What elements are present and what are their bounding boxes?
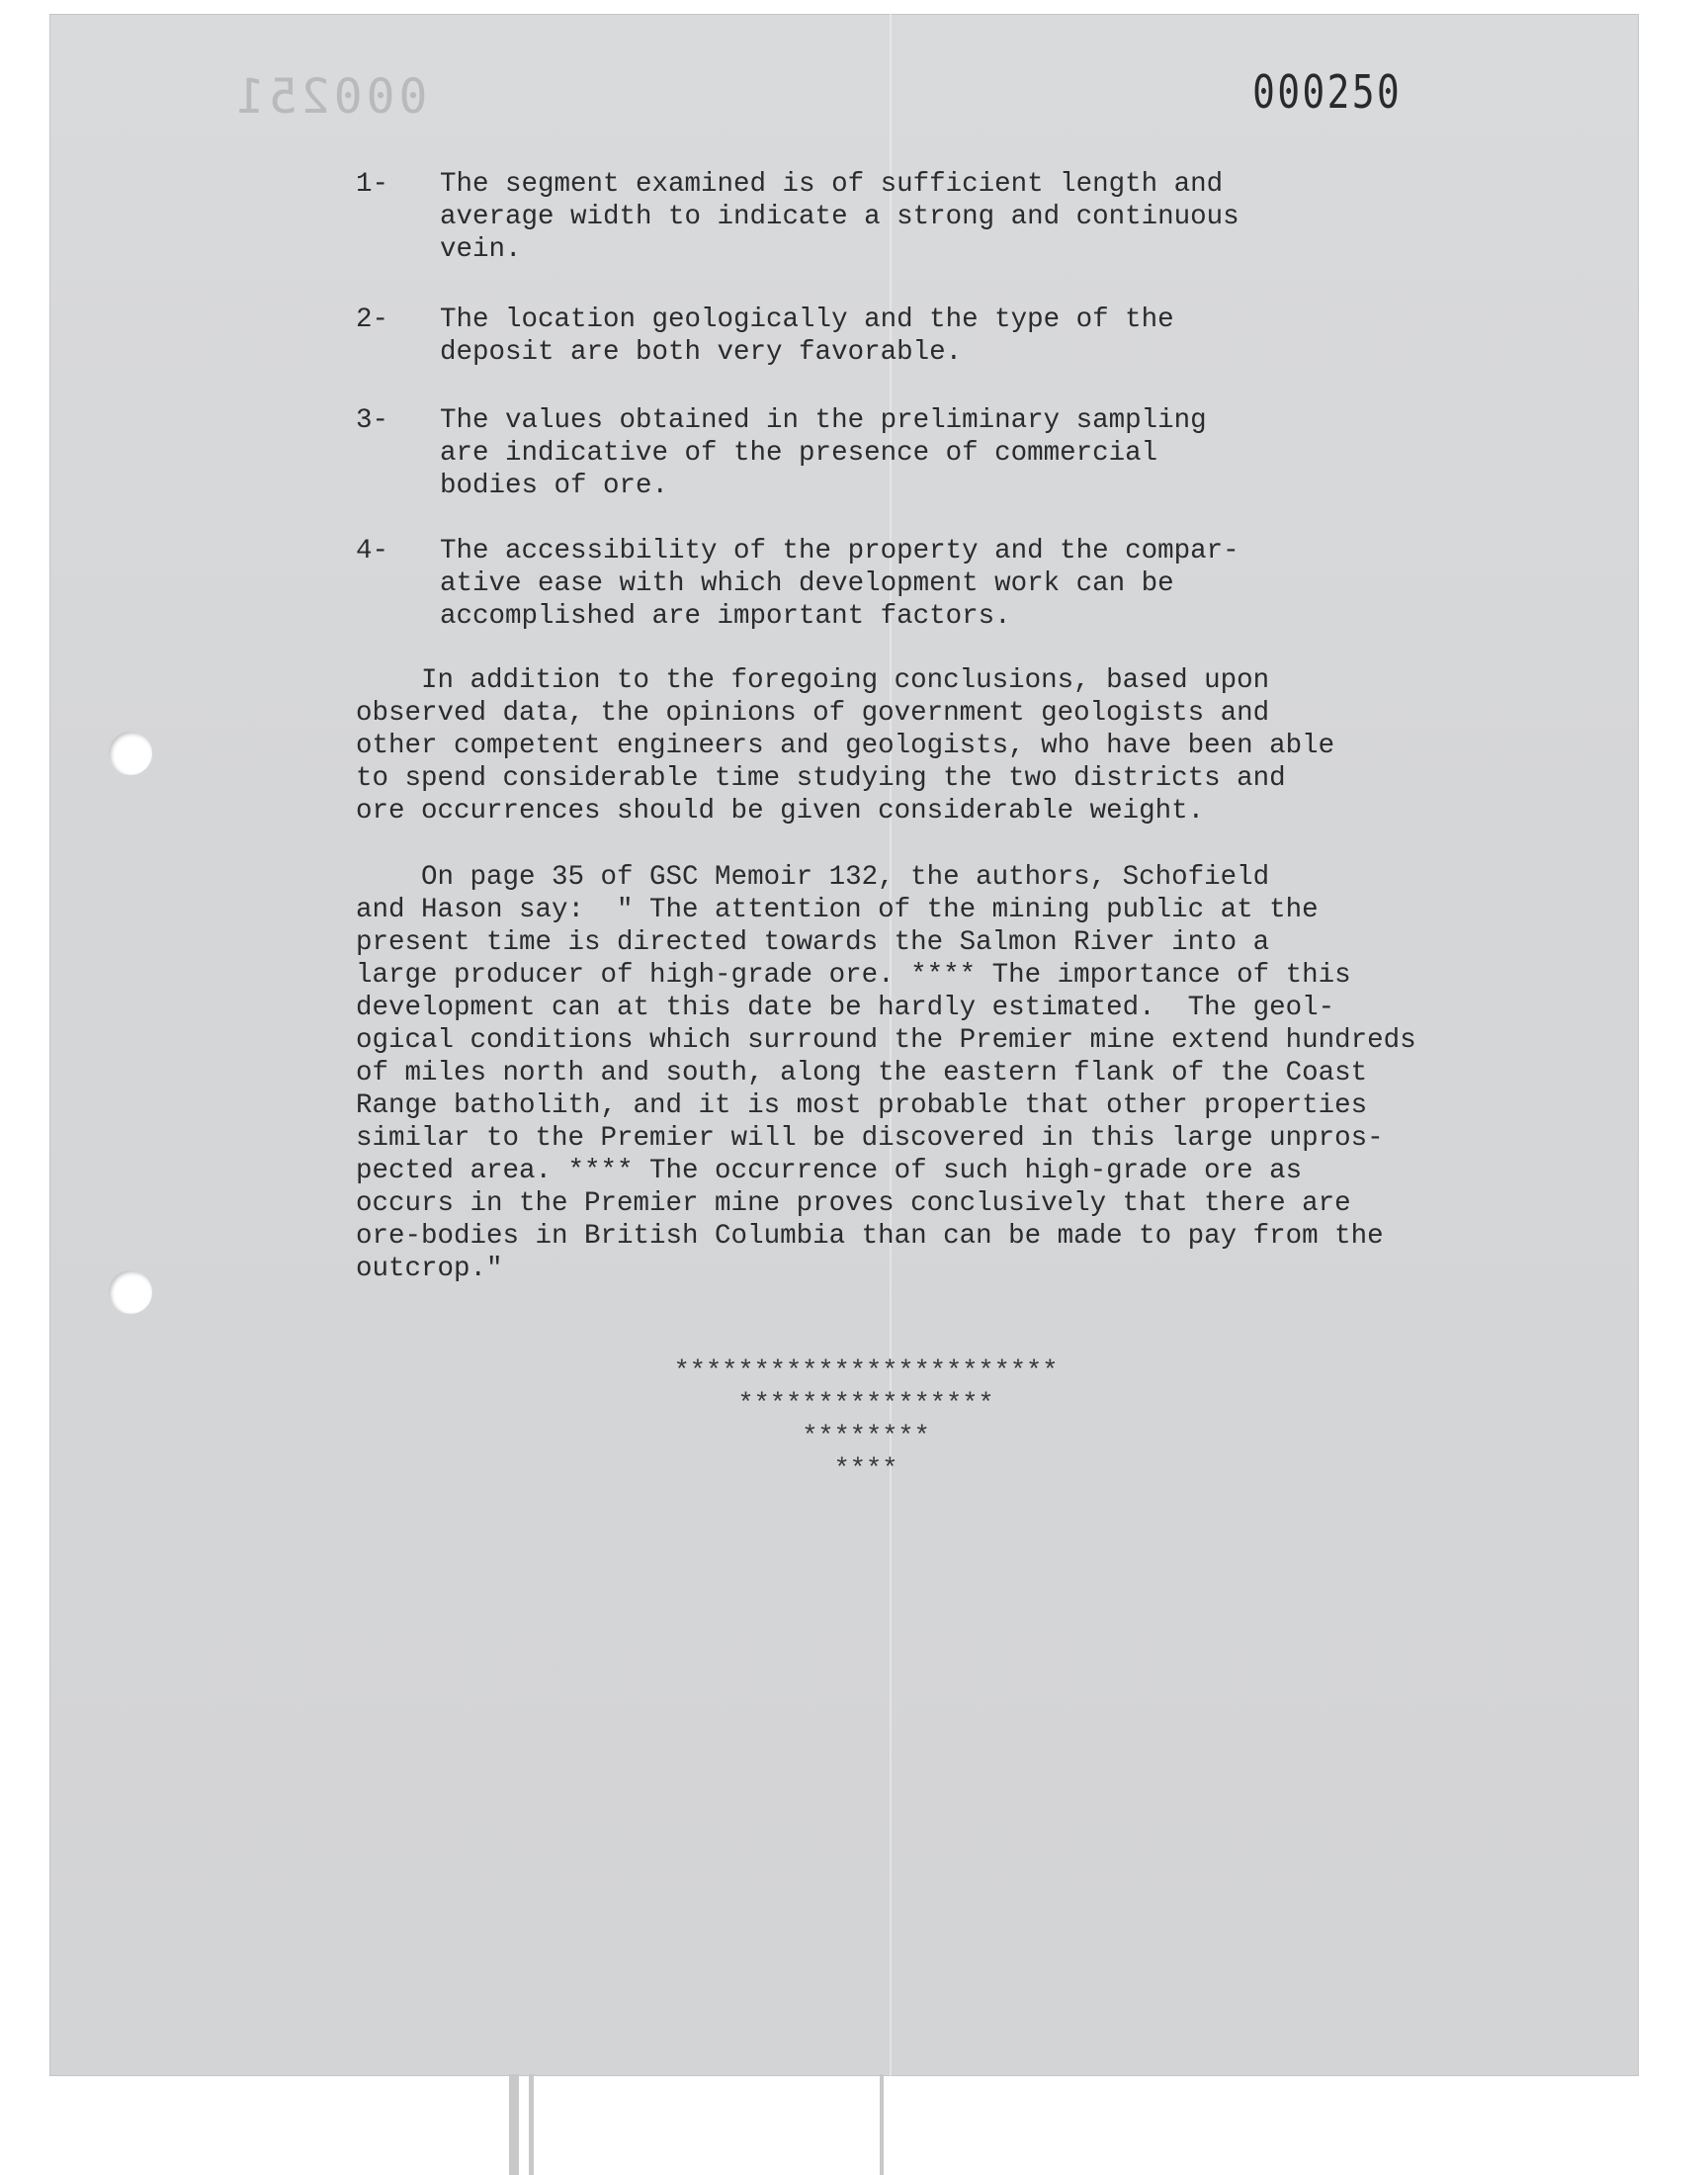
item-line: bodies of ore. [440,471,669,501]
star-row: **** [833,1455,898,1485]
paragraph-line: pected area. **** The occurrence of such high-grade ore as [356,1156,1303,1186]
paragraph-line: other competent engineers and geologists, who have been able [356,731,1335,761]
paragraph-line: and Hason say: " The attention of the mining public at the [356,895,1319,925]
item-number: 3- [356,405,389,436]
item-number: 2- [356,304,389,335]
paragraph-line: present time is directed towards the Salmon River into a [356,927,1270,958]
paragraph-line: of miles north and south, along the eastern flank of the Coast [356,1058,1368,1088]
item-line: The location geologically and the type of the [440,304,1174,335]
item-line: are indicative of the presence of commercial [440,438,1158,469]
item-line: The segment examined is of sufficient length and [440,169,1224,200]
paragraph-line: similar to the Premier will be discovered in this large unpros- [356,1123,1384,1154]
paragraph-line: ogical conditions which surround the Premier mine extend hundreds [356,1025,1416,1056]
scan-streak [880,2074,884,2175]
paragraph-line: observed data, the opinions of government geologists and [356,698,1270,729]
scan-streak [509,2074,519,2175]
paragraph-line: ore-bodies in British Columbia than can be made to pay from the [356,1221,1384,1252]
paragraph-line: Range batholith, and it is most probable that other properties [356,1090,1368,1121]
paragraph-line: large producer of high-grade ore. **** The importance of this [356,960,1351,991]
item-line: ative ease with which development work can be [440,568,1174,599]
paragraph-line: On page 35 of GSC Memoir 132, the authors, Schofield [356,862,1270,893]
item-line: The accessibility of the property and the compar- [440,536,1239,566]
punch-hole [109,1270,152,1314]
item-line: average width to indicate a strong and continuous [440,202,1239,232]
paragraph-line: development can at this date be hardly estimated. The geol- [356,993,1335,1023]
star-row: ************************ [673,1357,1059,1387]
page-number: 000250 [1251,65,1402,119]
item-number: 1- [356,169,389,200]
paragraph-line: outcrop." [356,1254,503,1284]
star-row: ******** [802,1423,930,1452]
item-line: deposit are both very favorable. [440,337,963,368]
paragraph-line: In addition to the foregoing conclusions, based upon [356,665,1270,696]
paragraph-line: ore occurrences should be given considerable weight. [356,796,1205,826]
punch-hole [109,732,152,775]
paragraph-line: to spend considerable time studying the two districts and [356,763,1286,794]
item-line: The values obtained in the preliminary sampling [440,405,1207,436]
ghost-page-number: 000251 [232,69,428,125]
item-number: 4- [356,536,389,566]
scan-streak [529,2074,534,2175]
star-row: **************** [737,1390,994,1420]
item-line: vein. [440,234,522,265]
item-line: accomplished are important factors. [440,601,1011,632]
paragraph-line: occurs in the Premier mine proves conclusively that there are [356,1188,1351,1219]
